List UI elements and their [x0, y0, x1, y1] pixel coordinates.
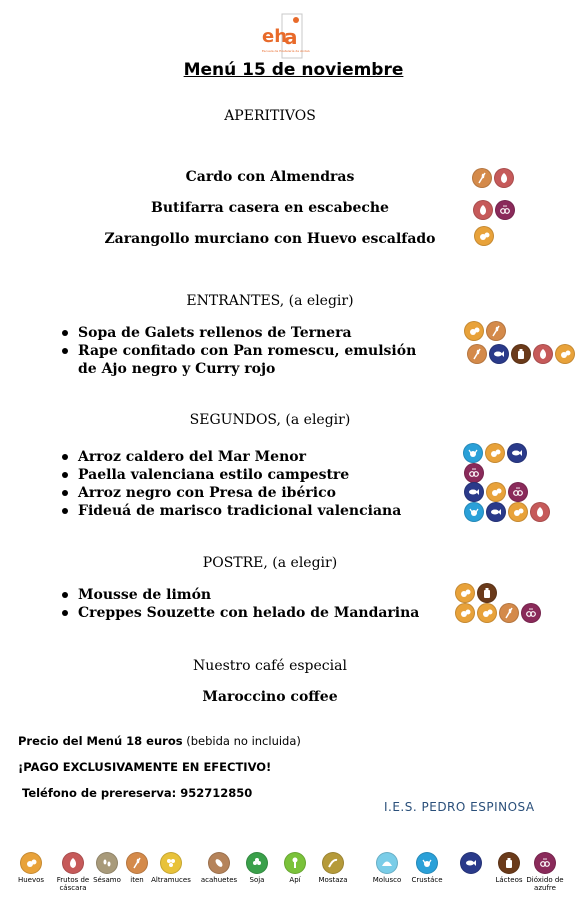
huevos-icon	[508, 502, 528, 522]
dish-cardo: Cardo con Almendras	[185, 169, 355, 185]
frutos-cascara-icon	[494, 168, 514, 188]
list-item: Arroz caldero del Mar Menor	[78, 448, 438, 466]
pescado-icon	[464, 482, 484, 502]
mostaza-icon	[322, 852, 344, 874]
altramuces-icon	[160, 852, 182, 874]
list-item: Creppes Souzette con helado de Mandarina	[78, 604, 438, 622]
gluten-icon	[126, 852, 148, 874]
frutos-cascara-icon	[62, 852, 84, 874]
huevos-icon	[464, 321, 484, 341]
huevos-icon	[486, 482, 506, 502]
gluten-icon	[486, 321, 506, 341]
legend-label: Dióxido de azufre	[526, 876, 564, 892]
logo-text: eh	[262, 26, 288, 47]
logo-subtitle: Escuela de Hostelería de Andalucía	[262, 49, 310, 53]
allergen-icons	[464, 482, 528, 502]
lacteos-icon	[498, 852, 520, 874]
legend-item-crustaceos	[402, 852, 452, 884]
section-cafe: Nuestro café especial	[193, 658, 347, 674]
pescado-icon	[460, 852, 482, 874]
frutos-cascara-icon	[533, 344, 553, 364]
dish-zarangollo: Zarangollo murciano con Huevo escalfado	[104, 231, 436, 247]
allergen-icons	[464, 502, 550, 522]
legend-label: Apí	[289, 876, 301, 884]
legend-item-sulfitos	[520, 852, 570, 892]
sulfitos-icon	[464, 463, 484, 483]
logo	[258, 12, 310, 60]
legend-label: Crustáce	[411, 876, 443, 884]
allergen-icons	[467, 344, 575, 364]
legend-label: Molusco	[372, 876, 402, 884]
legend-label: Soja	[249, 876, 265, 884]
allergen-icons	[474, 226, 494, 246]
sulfitos-icon	[508, 482, 528, 502]
allergen-icons	[473, 200, 515, 220]
huevos-icon	[455, 603, 475, 623]
legend-label: Lácteos	[495, 876, 523, 884]
list-item: Arroz negro con Presa de ibérico	[78, 484, 438, 502]
list-item: Mousse de limón	[78, 586, 438, 604]
lacteos-icon	[511, 344, 531, 364]
legend-label: acahuetes	[200, 876, 238, 884]
list-item: Paella valenciana estilo campestre	[78, 466, 438, 484]
pescado-icon	[489, 344, 509, 364]
allergen-icons	[464, 321, 506, 341]
allergen-icons	[455, 583, 497, 603]
crustaceos-icon	[463, 443, 483, 463]
payment-info: ¡PAGO EXCLUSIVAMENTE EN EFECTIVO!	[18, 760, 272, 774]
legend-label: Altramuces	[151, 876, 191, 884]
allergen-icons	[464, 463, 484, 483]
huevos-icon	[455, 583, 475, 603]
legend-label: iten	[130, 876, 144, 884]
huevos-icon	[555, 344, 575, 364]
pescado-icon	[507, 443, 527, 463]
legend-item-mostaza	[308, 852, 358, 884]
dish-cafe: Maroccino coffee	[202, 689, 338, 705]
frutos-cascara-icon	[530, 502, 550, 522]
apio-icon	[284, 852, 306, 874]
allergen-icons	[455, 603, 541, 623]
soja-icon	[246, 852, 268, 874]
sulfitos-icon	[534, 852, 556, 874]
gluten-icon	[467, 344, 487, 364]
huevos-icon	[474, 226, 494, 246]
price-info	[18, 734, 301, 748]
section-aperitivos: APERITIVOS	[224, 108, 316, 124]
huevos-icon	[477, 603, 497, 623]
section-postre: POSTRE, (a elegir)	[202, 555, 338, 571]
legend-item-altramuces	[146, 852, 196, 884]
pescado-icon	[486, 502, 506, 522]
section-entrantes: ENTRANTES, (a elegir)	[186, 293, 354, 309]
list-item: Sopa de Galets rellenos de Ternera	[78, 324, 438, 342]
dish-butifarra: Butifarra casera en escabeche	[151, 200, 389, 216]
legend-label: Frutos de cáscara	[56, 876, 90, 892]
school-name: I.E.S. PEDRO ESPINOSA	[384, 800, 535, 814]
sulfitos-icon	[495, 200, 515, 220]
legend-label: Sésamo	[93, 876, 121, 884]
legend-label: Huevos	[17, 876, 45, 884]
phone-info: Teléfono de prereserva: 952712850	[22, 786, 253, 800]
allergen-icons	[472, 168, 514, 188]
legend-label: Mostaza	[318, 876, 348, 884]
sulfitos-icon	[521, 603, 541, 623]
huevos-icon	[485, 443, 505, 463]
lacteos-icon	[477, 583, 497, 603]
frutos-cascara-icon	[473, 200, 493, 220]
price-label: Precio del Menú 18 euros	[18, 734, 183, 748]
cacahuetes-icon	[208, 852, 230, 874]
crustaceos-icon	[416, 852, 438, 874]
crustaceos-icon	[464, 502, 484, 522]
logo-glyph: a	[284, 25, 298, 49]
allergen-icons	[463, 443, 527, 463]
section-segundos: SEGUNDOS, (a elegir)	[189, 412, 351, 428]
gluten-icon	[499, 603, 519, 623]
moluscos-icon	[376, 852, 398, 874]
price-note: (bebida no incluida)	[182, 734, 301, 748]
page-title: Menú 15 de noviembre	[183, 60, 404, 80]
huevos-icon	[20, 852, 42, 874]
list-item: Rape confitado con Pan romescu, emulsión de Ajo negro y Curry rojo	[78, 343, 417, 377]
list-item: Fideuá de marisco tradicional valenciana	[78, 502, 438, 520]
gluten-icon	[472, 168, 492, 188]
